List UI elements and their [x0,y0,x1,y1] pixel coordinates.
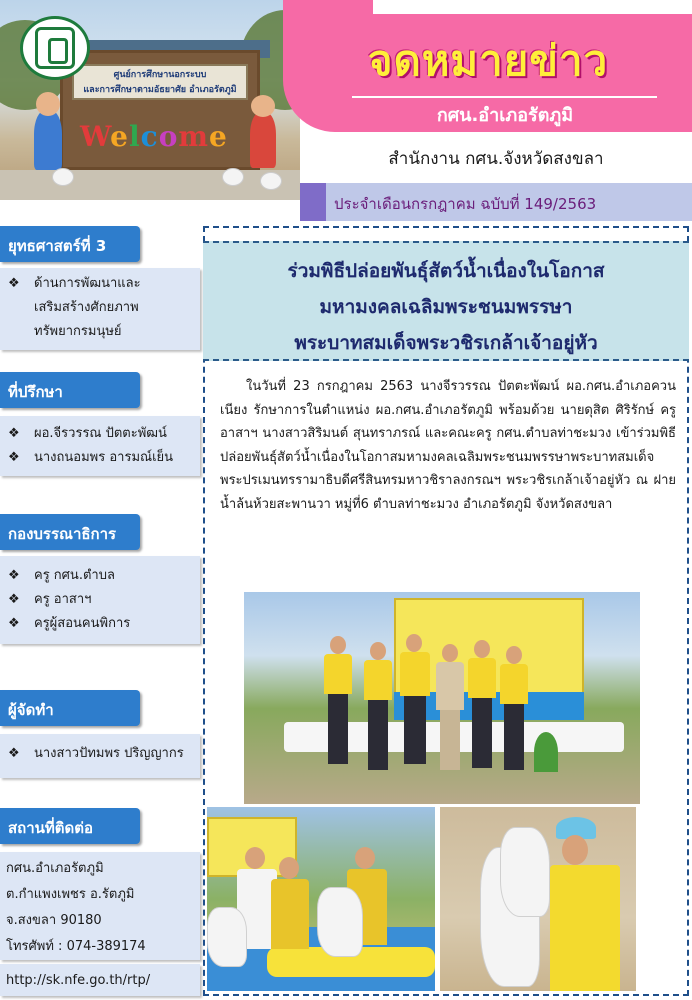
signboard-line-2: และการศึกษาตามอัธยาศัย อำเภอรัตภูมิ [83,85,237,95]
bullet-diamond-icon: ❖ [8,276,20,291]
editor-item: ❖ ครู กศน.ตำบล [0,564,200,588]
producer-heading: ผู้จัดทำ [0,690,140,726]
strategy-heading: ยุทธศาสตร์ที่ 3 [0,226,140,262]
welcome-letter: m [178,120,210,153]
office-name: สำนักงาน กศน.จังหวัดสงขลา [388,149,604,169]
bullet-diamond-icon: ❖ [8,592,20,607]
article-title-line-2: มหามงคลเฉลิมพระชนมพรรษา [319,296,573,318]
advisors-box [0,416,200,476]
producer-box [0,734,200,778]
editors-box [0,556,200,644]
article-title-line-1: ร่วมพิธีปล่อยพันธุ์สัตว์น้ำเนื่องในโอกาส [287,260,605,282]
advisor-item: ❖ นางถนอมพร อารมณ์เย็น [0,446,200,470]
ground [0,170,300,200]
bullet-diamond-icon: ❖ [8,450,20,465]
advisors-heading: ที่ปรึกษา [0,372,140,408]
welcome-letter: o [158,120,179,153]
ceremony-group-photo [244,592,640,804]
contact-line: กศน.อำเภอรัตภูมิ [6,861,104,876]
contact-heading: สถานที่ติดต่อ [0,808,140,844]
title-divider [352,96,657,98]
contact-box [0,852,200,960]
welcome-letter: c [140,120,159,153]
welcome-sign [80,120,250,153]
advisor-item: ❖ ผอ.จีรวรรณ ปัตตะพัฒน์ [0,422,200,446]
producer-item: ❖ นางสาวปัทมพร ปริญญากร [0,742,200,766]
contact-line: ต.กำแพงเพชร อ.รัตภูมิ [6,887,135,902]
contact-phone: โทรศัพท์ : 074-389174 [6,939,146,954]
editor-item: ❖ ครูผู้สอนคนพิการ [0,612,200,636]
strategy-box [0,268,200,350]
bullet-diamond-icon: ❖ [8,426,20,441]
contact-url-box [0,964,200,996]
nfe-logo [20,16,90,80]
strategy-item: ❖ ด้านการพัฒนาและ [0,272,200,296]
newsletter-subtitle: กศน.อำเภอรัตภูมิ [436,105,574,126]
contact-line: จ.สงขลา 90180 [6,913,102,928]
welcome-letter: W [80,120,111,153]
editor-item: ❖ ครู อาสาฯ [0,588,200,612]
issue-label: ประจำเดือนกรกฎาคม ฉบับที่ 149/2563 [334,195,597,213]
signboard-line-1: ศูนย์การศึกษานอกระบบ [113,70,207,80]
release-photo-right [440,807,636,991]
welcome-letter: l [129,120,141,153]
strategy-item: เสริมสร้างศักยภาพ [34,300,139,315]
strategy-item: ทรัพยากรมนุษย์ [34,324,122,339]
bullet-diamond-icon: ❖ [8,616,20,631]
article-body: ในวันที่ 23 กรกฎาคม 2563 นางจีรวรรณ ปัตตะพัฒน์ ผอ.กศน.อำเภอควนเนียง รักษาการในตำแหน่ง ผอ.กศน.อำเภอรัตภูมิ พร้อมด้วย นายดุสิต ศิริรักษ์ ครู อาสาฯ นางสาวสิริมนต์ สุนทราภรณ์ และคณะครู กศน.ตำบลท่าชะมวง เข้าร่วมพิธีปล่อยพันธุ์สัตว์น้ำเนื่องในโอกาสมหามงคลเฉลิมพระชนมพรรษาพระบาทสมเด็จพระปรเมนทรรามาธิบดีศรีสินทรมหาวชิราลงกรณฯ พระวชิรเกล้าเจ้าอยู่หัว ณ ฝายน้ำล้นห้วยสะพานวา หมู่ที่6 ตำบลท่าชะมวง อำเภอรัตภูมิ จังหวัดสงขลา [220,379,676,512]
website-link[interactable]: http://sk.nfe.go.th/rtp/ [6,973,151,988]
article-title-line-3: พระบาทสมเด็จพระวชิรเกล้าเจ้าอยู่หัว [294,332,598,354]
newsletter-title: จดหมายข่าว [367,36,609,85]
editors-heading: กองบรรณาธิการ [0,514,140,550]
welcome-letter: e [209,120,228,153]
bullet-diamond-icon: ❖ [8,746,20,761]
bullet-diamond-icon: ❖ [8,568,20,583]
welcome-letter: e [110,120,129,153]
release-photo-left [207,807,435,991]
center-signboard [72,64,248,100]
